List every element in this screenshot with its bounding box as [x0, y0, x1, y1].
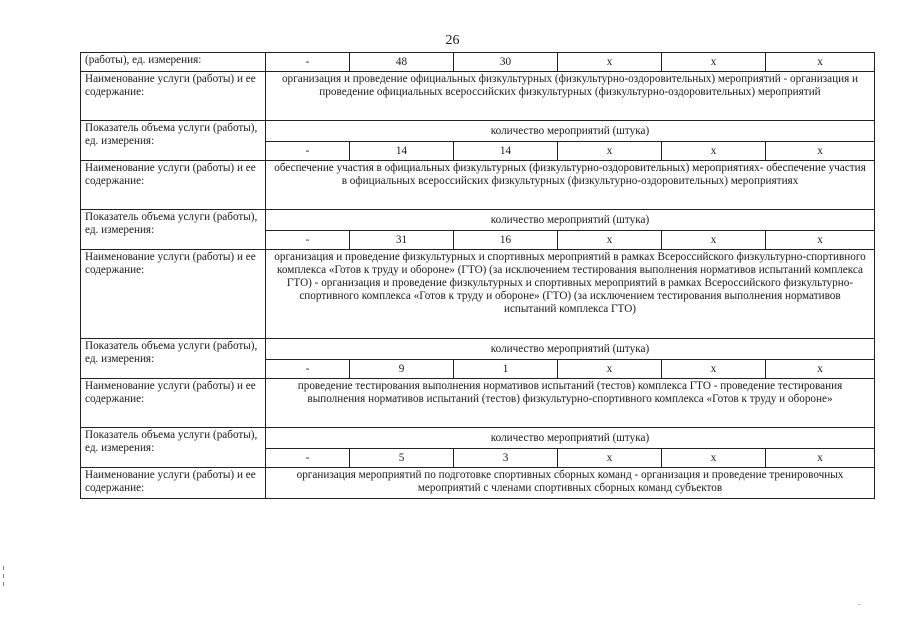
value-cell: 9: [350, 360, 454, 379]
value-cell: х: [662, 53, 766, 72]
value-cell: -: [266, 231, 350, 250]
value-cell: -: [266, 53, 350, 72]
value-cell: 14: [454, 142, 558, 161]
value-cell: х: [558, 231, 662, 250]
scan-mark: [3, 582, 4, 586]
volume-label-continued: (работы), ед. измерения:: [81, 53, 266, 72]
value-cell: х: [662, 449, 766, 468]
volume-unit-row: [81, 428, 875, 449]
service-label: Наименование услуги (работы) и ее содержание:: [81, 379, 266, 428]
service-label: Наименование услуги (работы) и ее содержание:: [81, 250, 266, 339]
volume-unit: количество мероприятий (штука): [266, 210, 875, 231]
service-description: организация мероприятий по подготовке спортивных сборных команд - организация и проведение тренировочных мероприятий с членами спортивных сборных команд субъектов: [266, 468, 875, 499]
value-cell: 5: [350, 449, 454, 468]
value-cell: х: [766, 360, 875, 379]
value-cell: х: [558, 449, 662, 468]
service-label: Наименование услуги (работы) и ее содержание:: [81, 468, 266, 499]
service-description: обеспечение участия в официальных физкультурных (физкультурно-оздоровительных) мероприятиях- обеспечение участия в официальных всероссийских физкультурных (физкультурно-оздоровительных) мероприятиях: [266, 161, 875, 210]
volume-unit: количество мероприятий (штука): [266, 121, 875, 142]
scan-dot: [858, 604, 860, 605]
volume-label: Показатель объема услуги (работы), ед. измерения:: [81, 121, 266, 161]
scan-mark: [3, 566, 4, 570]
volume-unit: количество мероприятий (штука): [266, 339, 875, 360]
value-cell: 14: [350, 142, 454, 161]
volume-label: Показатель объема услуги (работы), ед. измерения:: [81, 339, 266, 379]
service-row: [81, 250, 875, 339]
service-description: организация и проведение физкультурных и спортивных мероприятий в рамках Всероссийского физкультурно-спортивного комплекса «Готов к труду и обороне» (ГТО) (за исключением тестирования выполнения нормативов испытаний комплекса ГТО) - организация и проведение физкультурных и спортивных мероприятий в рамках Всероссийского физкультурно-спортивного комплекса «Готов к труду и обороне» (ГТО) (за исключением тестирования выполнения нормативов испытаний комплекса ГТО): [266, 250, 875, 339]
value-cell: х: [662, 360, 766, 379]
scan-mark: [3, 574, 4, 578]
value-cell: х: [558, 360, 662, 379]
value-cell: 30: [454, 53, 558, 72]
value-cell: -: [266, 142, 350, 161]
service-row-last: [81, 468, 875, 499]
services-table: [80, 52, 875, 499]
value-cell: х: [766, 231, 875, 250]
value-cell: х: [766, 53, 875, 72]
value-cell: 1: [454, 360, 558, 379]
service-row: [81, 379, 875, 428]
volume-unit-row: [81, 210, 875, 231]
service-label: Наименование услуги (работы) и ее содержание:: [81, 72, 266, 121]
service-description: проведение тестирования выполнения нормативов испытаний (тестов) комплекса ГТО - проведение тестирования выполнения нормативов испытаний (тестов) физкультурно-спортивного комплекса «Готов к труду и обороне»: [266, 379, 875, 428]
volume-unit-row: [81, 339, 875, 360]
value-cell: 16: [454, 231, 558, 250]
page-number: 26: [445, 33, 460, 48]
value-cell: -: [266, 360, 350, 379]
service-label: Наименование услуги (работы) и ее содержание:: [81, 161, 266, 210]
value-cell: х: [558, 53, 662, 72]
volume-values-row-continued: [81, 53, 875, 72]
service-description: организация и проведение официальных физкультурных (физкультурно-оздоровительных) мероприятий - организация и проведение официальных всероссийских физкультурных (физкультурно-оздоровительных) мероприятий: [266, 72, 875, 121]
value-cell: 31: [350, 231, 454, 250]
value-cell: х: [766, 142, 875, 161]
value-cell: 3: [454, 449, 558, 468]
value-cell: х: [662, 231, 766, 250]
value-cell: 48: [350, 53, 454, 72]
value-cell: х: [662, 142, 766, 161]
service-row: [81, 161, 875, 210]
volume-unit-row: [81, 121, 875, 142]
volume-label: Показатель объема услуги (работы), ед. измерения:: [81, 210, 266, 250]
volume-unit: количество мероприятий (штука): [266, 428, 875, 449]
value-cell: х: [558, 142, 662, 161]
service-row: [81, 72, 875, 121]
value-cell: х: [766, 449, 875, 468]
volume-label: Показатель объема услуги (работы), ед. измерения:: [81, 428, 266, 468]
value-cell: -: [266, 449, 350, 468]
